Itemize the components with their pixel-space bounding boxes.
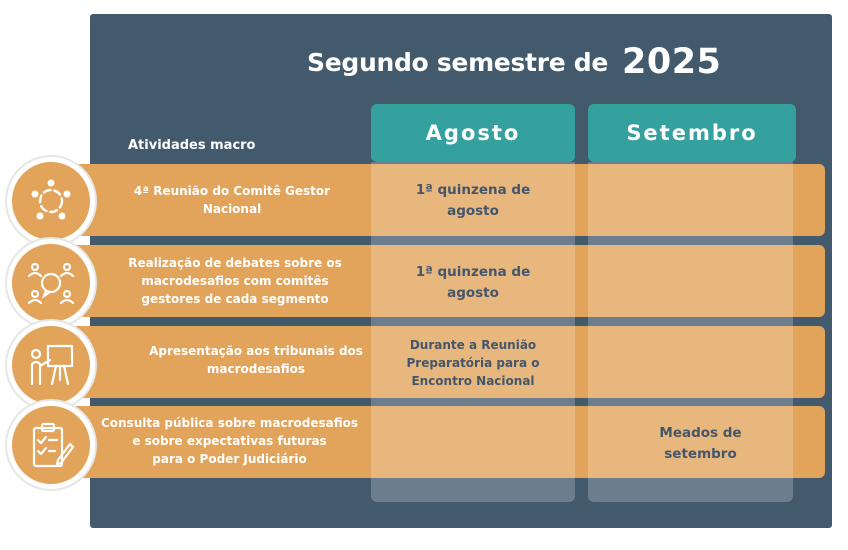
presentation-icon — [7, 321, 95, 409]
row-3-setembro-overlay — [588, 326, 793, 398]
row-4-agosto-overlay — [371, 406, 575, 478]
row-4-setembro-value: Meados de setembro — [659, 425, 742, 462]
row-2-agosto-value: 1ª quinzena de agosto — [415, 264, 531, 301]
row-2-setembro-overlay — [588, 245, 793, 317]
activities-column-label: Atividades macro — [128, 138, 256, 153]
discussion-icon — [7, 239, 95, 327]
people-circle-icon — [7, 157, 95, 245]
column-header-agosto: Agosto — [371, 104, 575, 162]
activity-4-label: Consulta pública sobre macrodesafios e sobre expectativas futuras para o Poder Judiciário — [100, 416, 359, 466]
row-1-agosto-value: 1ª quinzena de agosto — [415, 182, 531, 219]
page-title: Segundo semestre de — [307, 48, 609, 77]
clipboard-checklist-icon — [7, 401, 95, 489]
row-3-agosto-value: Durante a Reunião Preparatória para o Encontro Nacional — [406, 338, 540, 388]
activity-2-label: Realização de debates sobre os macrodesafios com comitês gestores de cada segmento — [128, 256, 342, 306]
activity-3-label: Apresentação aos tribunais dos macrodesafios — [149, 344, 363, 376]
column-header-setembro: Setembro — [588, 104, 796, 162]
activity-1-label: 4ª Reunião do Comitê Gestor Nacional — [133, 184, 331, 216]
row-1-setembro-overlay — [588, 164, 793, 236]
title-year: 2025 — [622, 42, 722, 82]
